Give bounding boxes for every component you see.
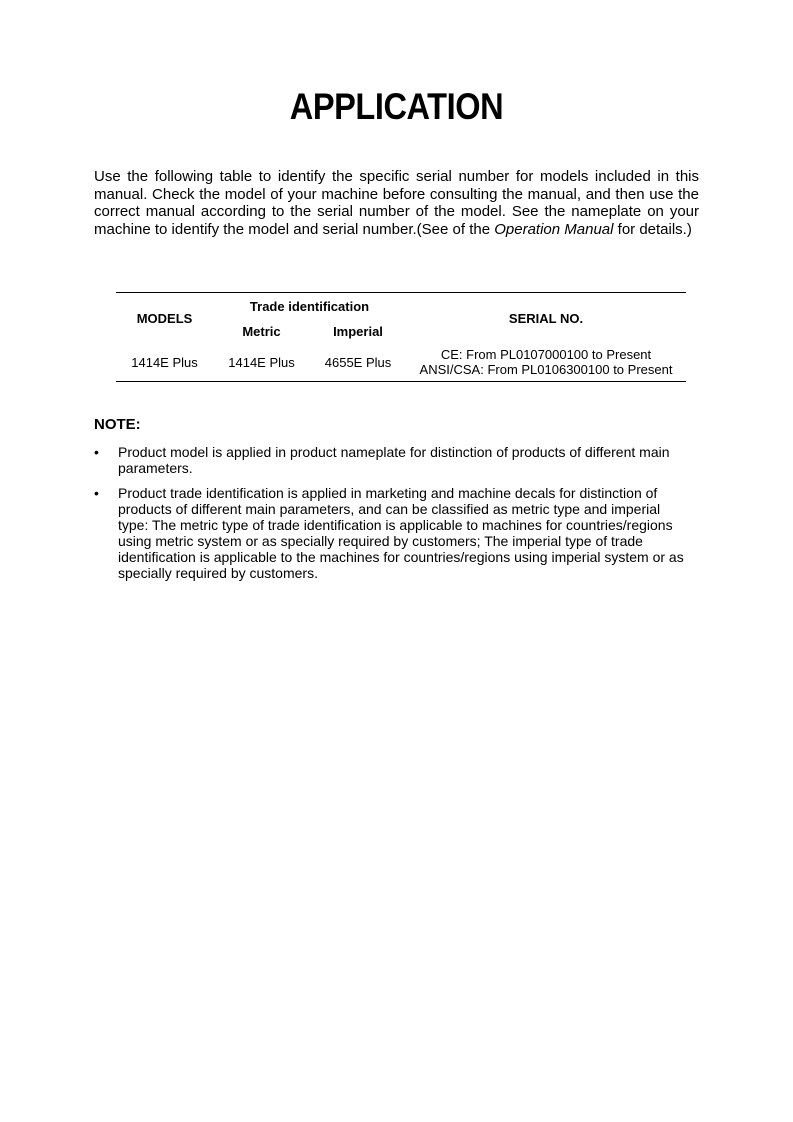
serial-no-header: SERIAL NO.: [508, 310, 584, 326]
imperial-cell: 4655E Plus: [324, 354, 392, 370]
model-cell: 1414E Plus: [131, 354, 198, 370]
intro-text-end: for details.): [613, 220, 692, 238]
imperial-header: Imperial: [333, 323, 383, 339]
intro-text: Use the following table to identify the specific serial number for models included in this manual. Check the model of your machine before consulting the manual, and then use the correct manual according to the serial number of the model. See the nameplate on your machine to identify the model and serial number.(See of the: [94, 168, 699, 238]
serial-line-ansi-csa: ANSI/CSA: From PL0106300100 to Present: [419, 362, 673, 377]
bullet-icon: •: [94, 485, 99, 501]
list-item: [94, 485, 694, 581]
page-title: APPLICATION: [289, 86, 504, 127]
serial-line-ce: CE: From PL0107000100 to Present: [440, 347, 652, 362]
metric-cell: 1414E Plus: [228, 354, 295, 370]
metric-header: Metric: [242, 323, 281, 339]
table-bottom-rule: [116, 382, 686, 383]
bullet-icon: •: [94, 444, 99, 460]
table-row: [116, 343, 686, 382]
intro-paragraph: [94, 168, 699, 238]
serial-number-table: [116, 292, 686, 382]
operation-manual-reference: Operation Manual: [494, 220, 614, 238]
trade-identification-header: Trade identification: [249, 298, 370, 314]
serial-cell: [406, 343, 686, 382]
note-item-text: Product model is applied in product nameplate for distinction of products of different main parameters.: [118, 444, 670, 476]
note-item-text: Product trade identification is applied in marketing and machine decals for distinction of products of different main parameters, and can be classified as metric type and imperial type: The metric type of trade identification is applicable to machines for countries/regions using metric system or as specially required by customers; The imperial type of trade identification is applicable to the machines for countries/regions using imperial system or as specially required by customers.: [118, 485, 684, 581]
note-heading: NOTE:: [94, 416, 141, 433]
note-list: [94, 444, 694, 590]
models-header: MODELS: [136, 310, 193, 326]
list-item: [94, 444, 694, 476]
